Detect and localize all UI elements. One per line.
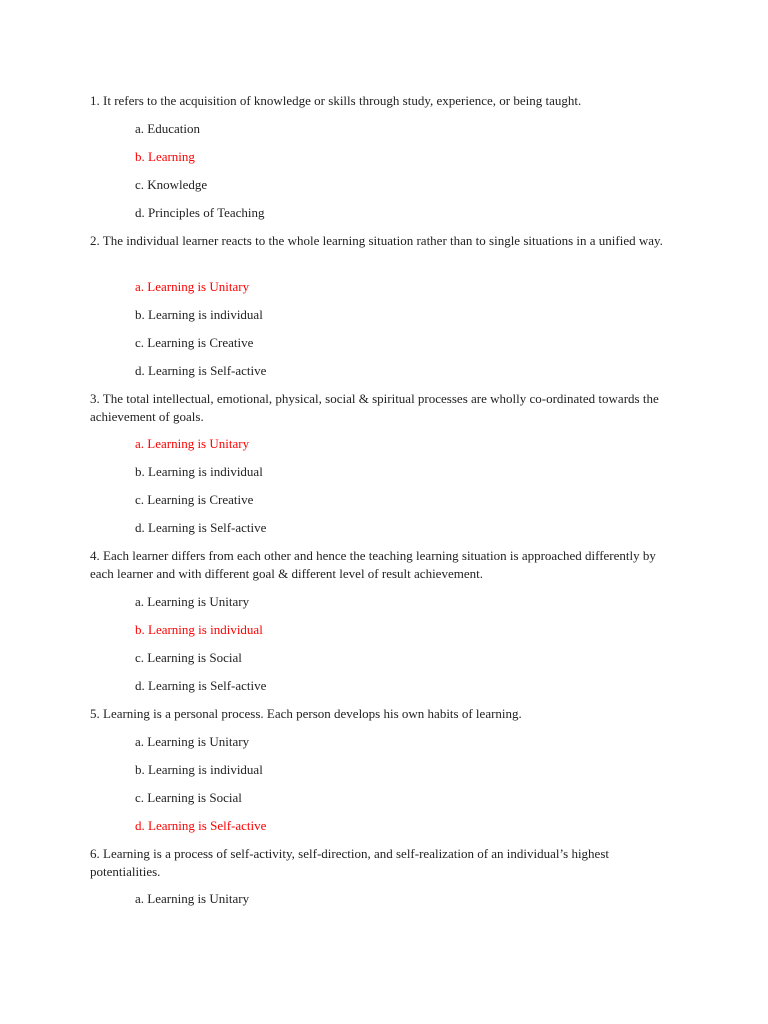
question-3-option-d: d. Learning is Self-active	[135, 520, 267, 535]
question-3-text: 3. The total intellectual, emotional, physical, social & spiritual processes are wholly co-ordinated towards the achievement of goals.	[90, 391, 659, 424]
question-2-option-b: b. Learning is individual	[135, 307, 263, 322]
question-5-option-a: a. Learning is Unitary	[135, 734, 250, 749]
question-6-option-a: a. Learning is Unitary	[135, 891, 250, 906]
question-1-text: 1. It refers to the acquisition of knowledge or skills through study, experience, or being taught.	[90, 93, 582, 108]
question-2-text: 2. The individual learner reacts to the whole learning situation rather than to single situations in a unified way.	[90, 233, 663, 248]
question-2-option-c: c. Learning is Creative	[135, 335, 254, 350]
question-1-option-b: b. Learning	[135, 149, 195, 164]
question-3-option-b: b. Learning is individual	[135, 464, 263, 479]
question-4-text: 4. Each learner differs from each other and hence the teaching learning situation is approached differently by each learner and with different goal & different level of result achievement.	[90, 548, 656, 581]
question-5-option-c: c. Learning is Social	[135, 790, 242, 805]
question-4-option-d: d. Learning is Self-active	[135, 678, 267, 693]
question-1-option-a: a. Education	[135, 121, 200, 136]
question-5-text: 5. Learning is a personal process. Each person develops his own habits of learning.	[90, 706, 522, 721]
question-6-text: 6. Learning is a process of self-activity, self-direction, and self-realization of an individual’s highest potentialities.	[90, 846, 609, 879]
question-3-option-a: a. Learning is Unitary	[135, 436, 250, 451]
question-5-option-b: b. Learning is individual	[135, 762, 263, 777]
question-1-option-d: d. Principles of Teaching	[135, 205, 265, 220]
question-4-option-a: a. Learning is Unitary	[135, 594, 250, 609]
question-5-option-d: d. Learning is Self-active	[135, 818, 267, 833]
question-2-option-a: a. Learning is Unitary	[135, 279, 250, 294]
question-4-option-c: c. Learning is Social	[135, 650, 242, 665]
question-1-option-c: c. Knowledge	[135, 177, 208, 192]
question-4-option-b: b. Learning is individual	[135, 622, 263, 637]
question-2-option-d: d. Learning is Self-active	[135, 363, 267, 378]
question-3-option-c: c. Learning is Creative	[135, 492, 254, 507]
